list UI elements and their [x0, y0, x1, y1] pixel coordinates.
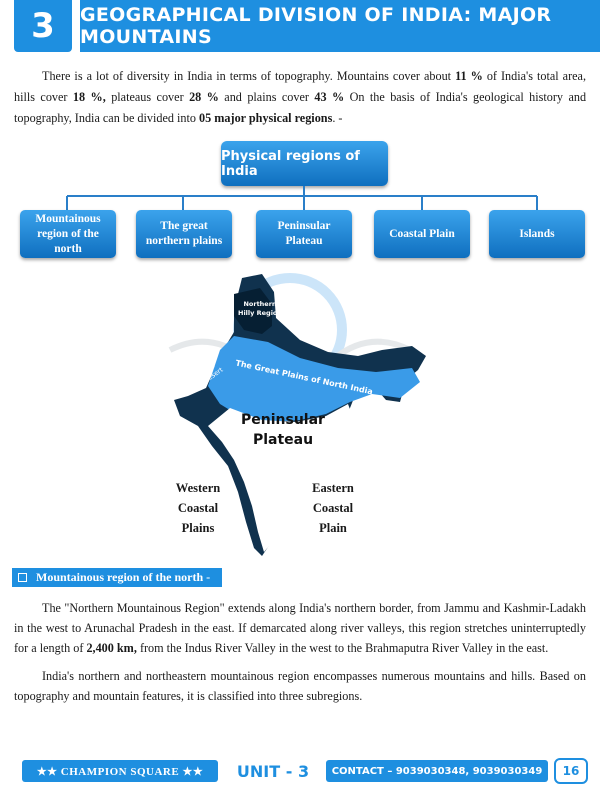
footer-brand: ★★ CHAMPION SQUARE ★★: [22, 760, 218, 782]
map-label-western-coastal-plains: Western Coastal Plains: [175, 481, 221, 535]
map-label-peninsular-plateau: Peninsular Plateau: [241, 412, 325, 448]
paragraph-subregions: India's northern and northeastern mountainous region encompasses numerous mountains and hills. Based on topography and mountain features, it is classified into three subregions.: [14, 669, 586, 703]
checkbox-square-icon: [18, 573, 27, 582]
page-footer: [0, 758, 600, 784]
region-length: 2,400 km,: [86, 641, 137, 655]
map-label-great-plains: The Great Plains of North India: [234, 358, 374, 397]
region-box-peninsular-plateau: Peninsular Plateau: [256, 210, 352, 258]
footer-contact: CONTACT – 9039030348, 9039030349: [326, 760, 548, 782]
map-label-thar-desert: Thar Desert: [200, 361, 225, 385]
region-box-mountainous: Mountainous region of the north: [20, 210, 116, 258]
paragraph-northern-region: The "Northern Mountainous Region" extends along India's northern border, from Jammu and Kashmir-Ladakh in the west to Arunachal Pradesh in the east. If demarcated along river valleys, this region stretches uninterruptedly for a length of 2,400 km, from the Indus River Valley in the west to the Brahmaputra River Valley in the east.: [14, 601, 586, 655]
intro-paragraph: There is a lot of diversity in India in terms of topography. Mountains cover about 11 % of India's total area, hills cover 18 %, plateaus cover 28 % and plains cover 43 % On the basis of India's geological history and topography, India can be divided into 05 major physical regions. -: [14, 69, 587, 125]
chapter-number: 3: [14, 0, 72, 52]
region-box-coastal-plain: Coastal Plain: [374, 210, 470, 258]
regions-count: 05 major physical regions: [199, 111, 333, 125]
section-title: Mountainous region of the north -: [36, 570, 211, 584]
map-label-eastern-coastal-plain: Eastern Coastal Plain: [312, 481, 354, 535]
diagram-connectors: [0, 186, 600, 210]
region-box-islands: Islands: [489, 210, 585, 258]
footer-unit: UNIT - 3: [236, 761, 310, 781]
section-header: [12, 568, 222, 587]
page-number: 16: [554, 758, 588, 784]
region-box-northern-plains: The great northern plains: [136, 210, 232, 258]
diagram-root: Physical regions of India: [221, 141, 388, 186]
hills-percent: 18 %,: [72, 90, 106, 104]
map-label-northern-region: Northern Hilly Region: [238, 300, 283, 317]
page-title: GEOGRAPHICAL DIVISION OF INDIA: MAJOR MOUNTAINS: [80, 0, 600, 52]
plains-percent: 43 %: [314, 90, 345, 104]
plateaus-percent: 28 %: [189, 90, 219, 104]
mountains-percent: 11 %: [455, 69, 483, 83]
page-header: [0, 0, 600, 52]
